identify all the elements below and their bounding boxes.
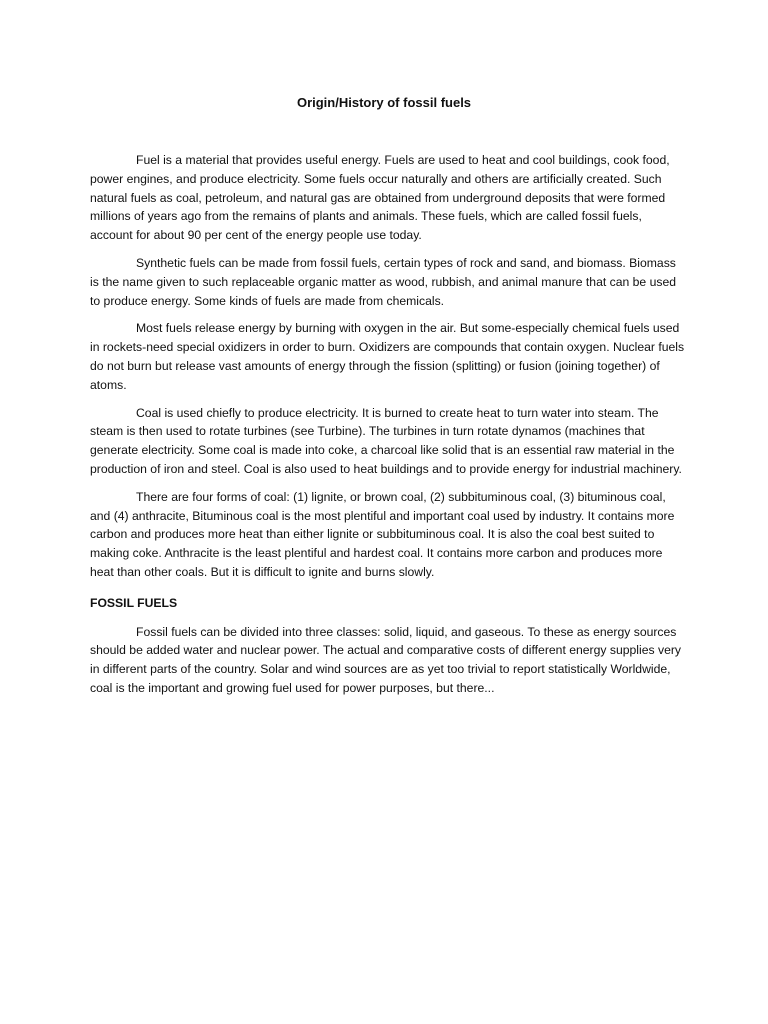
document-title: Origin/History of fossil fuels [296,95,472,110]
paragraph-fuel: Fuel is a material that provides useful energy. Fuels are used to heat and cool buildings, cook food, power engines, and produce electricity. Some fuels occur naturally and others are artificially created. Such natural fuels as coal, petroleum, and natural gas are obtained from underground deposits that were formed millions of years ago from the remains of plants and animals. These fuels, which are called fossil fuels, account for about 90 per cent of the energy people use today. [90,153,670,243]
paragraph-coal-forms: There are four forms of coal: (1) lignite, or brown coal, (2) subbituminous coal, (3) bituminous coal, and (4) anthracite, Bituminous coal is the most plentiful and important coal used by industry. It contains more carbon and produces more heat than either lignite or subbituminous coal. It is also the coal best suited to making coke. Anthracite is the least plentiful and hardest coal. It contains more carbon and produces more heat than other coals. But it is difficult to ignite and burns slowly. [90,489,675,579]
document-body [90,151,685,707]
paragraph-synthetic-fuels: Synthetic fuels can be made from fossil fuels, certain types of rock and sand, and biomass. Biomass is the name given to such replaceable organic matter as wood, rubbish, and animal manure that can be used to produce energy. Some kinds of fuels are made from chemicals. [90,255,677,308]
paragraph-fossil-fuel-classes: Fossil fuels can be divided into three classes: solid, liquid, and gaseous. To these as energy sources should be added water and nuclear power. The actual and comparative costs of different energy supplies very in different parts of the country. Solar and wind sources are as yet too trivial to report statistically Worldwide, coal is the important and growing fuel used for power purposes, but there... [90,624,682,695]
paragraph-coal-usage: Coal is used chiefly to produce electricity. It is burned to create heat to turn water into steam. The steam is then used to rotate turbines (see Turbine). The turbines in turn rotate dynamos (machines that generate electricity. Some coal is made into coke, a charcoal like solid that is an essential raw material in the production of iron and steel. Coal is also used to heat buildings and to provide energy for industrial machinery. [90,405,682,476]
paragraph-oxidizers: Most fuels release energy by burning with oxygen in the air. But some-especially chemical fuels used in rockets-need special oxidizers in order to burn. Oxidizers are compounds that contain oxygen. Nuclear fuels do not burn but release vast amounts of energy through the fission (splitting) or fusion (joining together) of atoms. [90,321,685,392]
section-heading-fossil-fuels: FOSSIL FUELS [90,595,178,610]
